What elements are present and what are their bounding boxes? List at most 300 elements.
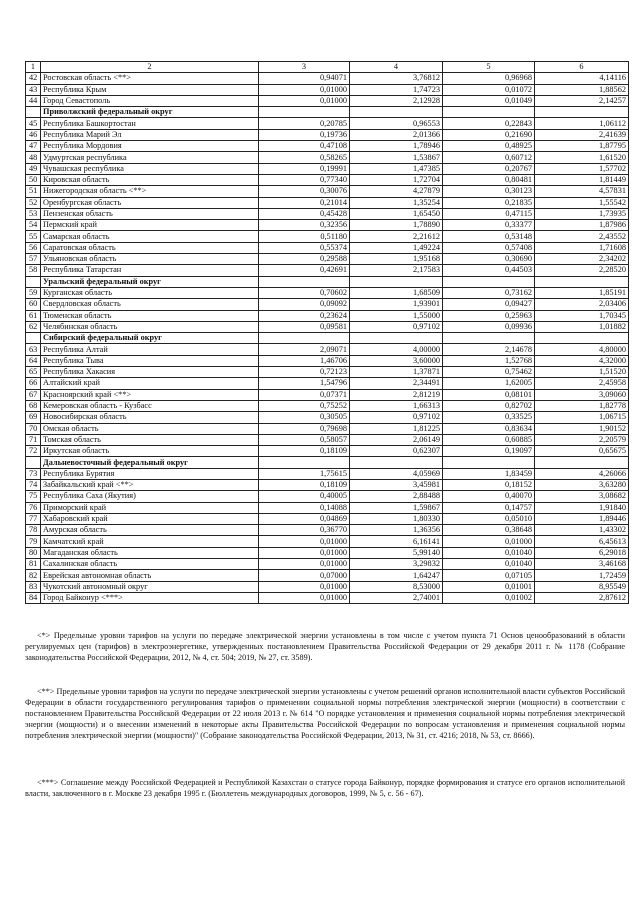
value-col5: 0,33525 bbox=[443, 412, 535, 423]
row-number: 74 bbox=[26, 479, 41, 490]
value-col6: 1,85191 bbox=[535, 287, 629, 298]
value-col6: 3,46168 bbox=[535, 559, 629, 570]
table-row bbox=[26, 287, 629, 298]
region-name: Республика Крым bbox=[41, 84, 259, 95]
value-col5: 0,73162 bbox=[443, 287, 535, 298]
value-col4: 2,17583 bbox=[350, 265, 443, 276]
value-col5: 0,48925 bbox=[443, 141, 535, 152]
value-col5: 1,83459 bbox=[443, 468, 535, 479]
section-row bbox=[26, 276, 629, 287]
region-name: Республика Тыва bbox=[41, 355, 259, 366]
footnote: <**> Предельные уровни тарифов на услуги по передаче электрической энергии установлены с учетом решений органов исполнительной власти субъектов Российской Федерации в области государственного регулирования тарифов о применении социальной нормы потребления электрической энергии (мощности) в соответствии с постановлением Правительства Российской Федерации от 22 июля 2013 г. № 614 "О порядке установления и применения социальной нормы потребления электрической энергии (мощности) и о внесении изменений в некоторые акты Правительства Российской Федерации по вопросам установления и применения социальной нормы потребления электрической энергии (мощности)" (Собрание законодательства Российской Федерации, 2013, № 31, ст. 4216; 2018, № 53, ст. 8666). bbox=[25, 687, 625, 740]
table-row bbox=[26, 321, 629, 332]
table-row bbox=[26, 344, 629, 355]
value-col4: 0,62307 bbox=[350, 446, 443, 457]
value-col5: 0,75462 bbox=[443, 367, 535, 378]
region-name: Республика Саха (Якутия) bbox=[41, 491, 259, 502]
row-number: 79 bbox=[26, 536, 41, 547]
value-col6: 2,14257 bbox=[535, 95, 629, 106]
value-col4: 2,74001 bbox=[350, 592, 443, 603]
value-col5: 0,47115 bbox=[443, 208, 535, 219]
value-col6: 2,34202 bbox=[535, 254, 629, 265]
value-col3: 0,45428 bbox=[259, 208, 350, 219]
value-col4: 2,88488 bbox=[350, 491, 443, 502]
value-col6: 1,06112 bbox=[535, 118, 629, 129]
row-number: 75 bbox=[26, 491, 41, 502]
value-col3: 1,75615 bbox=[259, 468, 350, 479]
region-name: Томская область bbox=[41, 434, 259, 445]
value-col3: 0,58057 bbox=[259, 434, 350, 445]
value-col4: 2,12928 bbox=[350, 95, 443, 106]
value-col3: 0,01000 bbox=[259, 559, 350, 570]
value-col5: 0,96968 bbox=[443, 73, 535, 84]
region-name: Новосибирская область bbox=[41, 412, 259, 423]
table-row bbox=[26, 186, 629, 197]
empty-cell bbox=[535, 107, 629, 118]
value-col6: 1,72459 bbox=[535, 570, 629, 581]
row-number: 67 bbox=[26, 389, 41, 400]
empty-cell bbox=[259, 457, 350, 468]
value-col6: 4,80000 bbox=[535, 344, 629, 355]
row-number: 49 bbox=[26, 163, 41, 174]
value-col3: 0,58265 bbox=[259, 152, 350, 163]
row-number: 77 bbox=[26, 513, 41, 524]
value-col6: 2,43552 bbox=[535, 231, 629, 242]
value-col6: 4,57831 bbox=[535, 186, 629, 197]
column-header: 5 bbox=[443, 62, 535, 73]
region-name: Сахалинская область bbox=[41, 559, 259, 570]
value-col6: 3,63280 bbox=[535, 479, 629, 490]
table-row bbox=[26, 423, 629, 434]
value-col5: 0,01001 bbox=[443, 581, 535, 592]
table-row bbox=[26, 378, 629, 389]
value-col4: 1,53867 bbox=[350, 152, 443, 163]
row-number: 46 bbox=[26, 129, 41, 140]
value-col5: 0,22843 bbox=[443, 118, 535, 129]
value-col4: 1,80330 bbox=[350, 513, 443, 524]
row-number: 81 bbox=[26, 559, 41, 570]
region-name: Нижегородская область <**> bbox=[41, 186, 259, 197]
value-col3: 1,46706 bbox=[259, 355, 350, 366]
value-col4: 3,76812 bbox=[350, 73, 443, 84]
table-row bbox=[26, 446, 629, 457]
value-col5: 0,07105 bbox=[443, 570, 535, 581]
value-col6: 1,43302 bbox=[535, 525, 629, 536]
value-col6: 2,45958 bbox=[535, 378, 629, 389]
value-col3: 0,07371 bbox=[259, 389, 350, 400]
value-col5: 0,01072 bbox=[443, 84, 535, 95]
value-col6: 3,09060 bbox=[535, 389, 629, 400]
value-col3: 0,01000 bbox=[259, 95, 350, 106]
region-name: Республика Алтай bbox=[41, 344, 259, 355]
region-name: Город Севастополь bbox=[41, 95, 259, 106]
empty-cell bbox=[259, 107, 350, 118]
table-row bbox=[26, 581, 629, 592]
value-col6: 0,65675 bbox=[535, 446, 629, 457]
table-row bbox=[26, 412, 629, 423]
table-row bbox=[26, 310, 629, 321]
value-col6: 1,01882 bbox=[535, 321, 629, 332]
region-name: Республика Татарстан bbox=[41, 265, 259, 276]
row-number: 51 bbox=[26, 186, 41, 197]
region-name: Саратовская область bbox=[41, 242, 259, 253]
value-col3: 0,72123 bbox=[259, 367, 350, 378]
value-col4: 1,72704 bbox=[350, 174, 443, 185]
region-name: Приморский край bbox=[41, 502, 259, 513]
value-col4: 1,81225 bbox=[350, 423, 443, 434]
value-col3: 0,01000 bbox=[259, 592, 350, 603]
value-col4: 1,36356 bbox=[350, 525, 443, 536]
value-col3: 0,42691 bbox=[259, 265, 350, 276]
table-row bbox=[26, 513, 629, 524]
value-col6: 2,41639 bbox=[535, 129, 629, 140]
row-number: 45 bbox=[26, 118, 41, 129]
value-col4: 0,97102 bbox=[350, 321, 443, 332]
row-number: 80 bbox=[26, 547, 41, 558]
row-number: 64 bbox=[26, 355, 41, 366]
value-col3: 0,01000 bbox=[259, 581, 350, 592]
value-col5: 0,60712 bbox=[443, 152, 535, 163]
region-name: Самарская область bbox=[41, 231, 259, 242]
table-row bbox=[26, 208, 629, 219]
value-col5: 0,25963 bbox=[443, 310, 535, 321]
value-col6: 2,20579 bbox=[535, 434, 629, 445]
row-number: 73 bbox=[26, 468, 41, 479]
value-col3: 0,01000 bbox=[259, 84, 350, 95]
value-col3: 0,94071 bbox=[259, 73, 350, 84]
table-row bbox=[26, 367, 629, 378]
value-col4: 6,16141 bbox=[350, 536, 443, 547]
table-row bbox=[26, 491, 629, 502]
value-col3: 0,07000 bbox=[259, 570, 350, 581]
column-header: 4 bbox=[350, 62, 443, 73]
value-col5: 0,18152 bbox=[443, 479, 535, 490]
value-col4: 4,00000 bbox=[350, 344, 443, 355]
value-col4: 1,78946 bbox=[350, 141, 443, 152]
value-col5: 0,53148 bbox=[443, 231, 535, 242]
row-number: 56 bbox=[26, 242, 41, 253]
value-col5: 1,52768 bbox=[443, 355, 535, 366]
region-name: Республика Башкортостан bbox=[41, 118, 259, 129]
region-name: Удмуртская республика bbox=[41, 152, 259, 163]
value-col4: 4,27879 bbox=[350, 186, 443, 197]
row-number: 59 bbox=[26, 287, 41, 298]
value-col6: 1,87795 bbox=[535, 141, 629, 152]
value-col4: 0,97102 bbox=[350, 412, 443, 423]
value-col6: 4,32000 bbox=[535, 355, 629, 366]
row-number: 62 bbox=[26, 321, 41, 332]
table-row bbox=[26, 231, 629, 242]
value-col3: 0,19991 bbox=[259, 163, 350, 174]
value-col4: 1,47385 bbox=[350, 163, 443, 174]
value-col6: 1,88562 bbox=[535, 84, 629, 95]
section-title: Приволжский федеральный округ bbox=[41, 107, 259, 118]
row-number: 63 bbox=[26, 344, 41, 355]
table-row bbox=[26, 129, 629, 140]
row-number: 53 bbox=[26, 208, 41, 219]
row-number: 60 bbox=[26, 299, 41, 310]
table-row bbox=[26, 355, 629, 366]
row-number: 57 bbox=[26, 254, 41, 265]
region-name: Чукотский автономный округ bbox=[41, 581, 259, 592]
table-row bbox=[26, 141, 629, 152]
value-col3: 0,47108 bbox=[259, 141, 350, 152]
value-col4: 2,21612 bbox=[350, 231, 443, 242]
region-name: Кемеровская область - Кузбасс bbox=[41, 400, 259, 411]
column-header: 6 bbox=[535, 62, 629, 73]
value-col5: 0,01049 bbox=[443, 95, 535, 106]
value-col4: 2,01366 bbox=[350, 129, 443, 140]
value-col6: 1,71608 bbox=[535, 242, 629, 253]
row-number: 44 bbox=[26, 95, 41, 106]
value-col3: 0,01000 bbox=[259, 547, 350, 558]
value-col3: 0,18109 bbox=[259, 446, 350, 457]
value-col3: 0,79698 bbox=[259, 423, 350, 434]
value-col5: 0,60885 bbox=[443, 434, 535, 445]
row-number: 84 bbox=[26, 592, 41, 603]
value-col4: 2,34491 bbox=[350, 378, 443, 389]
region-name: Магаданская область bbox=[41, 547, 259, 558]
value-col5: 0,09936 bbox=[443, 321, 535, 332]
footnote: <*> Предельные уровни тарифов на услуги по передаче электрической энергии установлены в том числе с учетом пункта 71 Основ ценообразований в области регулируемых цен (тарифов) в электроэнергетике, утвержденных постановлением Правительства Российской Федерации от 29 декабря 2011 г. № 1178 (Собрание законодательства Российской Федерации, 2012, № 4, ст. 504; 2019, № 27, ст. 3589). bbox=[25, 631, 625, 662]
value-col3: 0,21014 bbox=[259, 197, 350, 208]
footnotes bbox=[25, 630, 625, 663]
value-col6: 2,03406 bbox=[535, 299, 629, 310]
section-row bbox=[26, 333, 629, 344]
value-col6: 1,81449 bbox=[535, 174, 629, 185]
footnotes bbox=[25, 777, 625, 799]
value-col3: 0,29588 bbox=[259, 254, 350, 265]
row-number: 76 bbox=[26, 502, 41, 513]
value-col5: 0,40070 bbox=[443, 491, 535, 502]
table-row bbox=[26, 570, 629, 581]
value-col4: 1,74723 bbox=[350, 84, 443, 95]
value-col6: 1,90152 bbox=[535, 423, 629, 434]
value-col3: 0,77340 bbox=[259, 174, 350, 185]
value-col4: 1,66313 bbox=[350, 400, 443, 411]
row-number: 82 bbox=[26, 570, 41, 581]
value-col4: 1,55000 bbox=[350, 310, 443, 321]
row-number: 52 bbox=[26, 197, 41, 208]
region-name: Тюменская область bbox=[41, 310, 259, 321]
row-number: 48 bbox=[26, 152, 41, 163]
table-row bbox=[26, 389, 629, 400]
region-name: Город Байконур <***> bbox=[41, 592, 259, 603]
table-row bbox=[26, 220, 629, 231]
region-name: Красноярский край <**> bbox=[41, 389, 259, 400]
value-col6: 2,28520 bbox=[535, 265, 629, 276]
value-col6: 1,51520 bbox=[535, 367, 629, 378]
table-row bbox=[26, 152, 629, 163]
region-name: Омская область bbox=[41, 423, 259, 434]
empty-cell bbox=[443, 333, 535, 344]
value-col3: 0,75252 bbox=[259, 400, 350, 411]
value-col4: 1,37871 bbox=[350, 367, 443, 378]
value-col5: 0,19097 bbox=[443, 446, 535, 457]
section-row bbox=[26, 457, 629, 468]
value-col3: 0,36770 bbox=[259, 525, 350, 536]
value-col6: 6,29018 bbox=[535, 547, 629, 558]
value-col6: 1,57702 bbox=[535, 163, 629, 174]
value-col3: 0,51180 bbox=[259, 231, 350, 242]
row-number: 55 bbox=[26, 231, 41, 242]
value-col5: 0,33377 bbox=[443, 220, 535, 231]
table-row bbox=[26, 163, 629, 174]
value-col4: 8,53000 bbox=[350, 581, 443, 592]
value-col5: 0,21835 bbox=[443, 197, 535, 208]
value-col5: 0,80481 bbox=[443, 174, 535, 185]
region-name: Кировская область bbox=[41, 174, 259, 185]
empty-cell bbox=[443, 276, 535, 287]
region-name: Республика Марий Эл bbox=[41, 129, 259, 140]
table-row bbox=[26, 502, 629, 513]
value-col6: 6,45613 bbox=[535, 536, 629, 547]
value-col3: 0,40005 bbox=[259, 491, 350, 502]
row-number: 68 bbox=[26, 400, 41, 411]
value-col5: 0,44503 bbox=[443, 265, 535, 276]
value-col5: 0,01002 bbox=[443, 592, 535, 603]
value-col4: 5,99140 bbox=[350, 547, 443, 558]
value-col6: 1,82778 bbox=[535, 400, 629, 411]
value-col3: 0,30076 bbox=[259, 186, 350, 197]
value-col4: 1,65450 bbox=[350, 208, 443, 219]
value-col5: 2,14678 bbox=[443, 344, 535, 355]
value-col5: 1,62005 bbox=[443, 378, 535, 389]
row-number bbox=[26, 276, 41, 287]
row-number: 43 bbox=[26, 84, 41, 95]
row-number bbox=[26, 107, 41, 118]
table-row bbox=[26, 197, 629, 208]
table-row bbox=[26, 536, 629, 547]
value-col6: 2,87612 bbox=[535, 592, 629, 603]
value-col4: 1,35254 bbox=[350, 197, 443, 208]
table-row bbox=[26, 73, 629, 84]
header-row bbox=[26, 62, 629, 73]
table-row bbox=[26, 95, 629, 106]
value-col6: 1,89446 bbox=[535, 513, 629, 524]
table-row bbox=[26, 468, 629, 479]
value-col3: 0,04869 bbox=[259, 513, 350, 524]
row-number: 54 bbox=[26, 220, 41, 231]
value-col3: 0,09092 bbox=[259, 299, 350, 310]
empty-cell bbox=[350, 276, 443, 287]
row-number: 65 bbox=[26, 367, 41, 378]
row-number bbox=[26, 333, 41, 344]
value-col5: 0,38648 bbox=[443, 525, 535, 536]
table-row bbox=[26, 592, 629, 603]
value-col3: 0,09581 bbox=[259, 321, 350, 332]
region-name: Республика Мордовия bbox=[41, 141, 259, 152]
value-col5: 0,21690 bbox=[443, 129, 535, 140]
region-name: Хабаровский край bbox=[41, 513, 259, 524]
value-col3: 0,70602 bbox=[259, 287, 350, 298]
value-col4: 1,68509 bbox=[350, 287, 443, 298]
region-name: Амурская область bbox=[41, 525, 259, 536]
row-number: 58 bbox=[26, 265, 41, 276]
value-col3: 0,19736 bbox=[259, 129, 350, 140]
region-name: Алтайский край bbox=[41, 378, 259, 389]
region-name: Еврейская автономная область bbox=[41, 570, 259, 581]
table-row bbox=[26, 400, 629, 411]
value-col4: 0,96553 bbox=[350, 118, 443, 129]
table-row bbox=[26, 434, 629, 445]
value-col5: 0,30123 bbox=[443, 186, 535, 197]
region-name: Республика Бурятия bbox=[41, 468, 259, 479]
value-col6: 1,55542 bbox=[535, 197, 629, 208]
row-number: 42 bbox=[26, 73, 41, 84]
value-col4: 1,49224 bbox=[350, 242, 443, 253]
value-col6: 1,91840 bbox=[535, 502, 629, 513]
value-col3: 0,18109 bbox=[259, 479, 350, 490]
region-name: Ростовская область <**> bbox=[41, 73, 259, 84]
value-col4: 1,78890 bbox=[350, 220, 443, 231]
value-col5: 0,09427 bbox=[443, 299, 535, 310]
table-row bbox=[26, 84, 629, 95]
value-col3: 0,20785 bbox=[259, 118, 350, 129]
row-number: 78 bbox=[26, 525, 41, 536]
value-col5: 0,20767 bbox=[443, 163, 535, 174]
value-col5: 0,82702 bbox=[443, 400, 535, 411]
value-col5: 0,83634 bbox=[443, 423, 535, 434]
empty-cell bbox=[535, 457, 629, 468]
value-col6: 8,95549 bbox=[535, 581, 629, 592]
empty-cell bbox=[259, 333, 350, 344]
value-col6: 1,61520 bbox=[535, 152, 629, 163]
tariff-table bbox=[25, 61, 629, 604]
row-number: 69 bbox=[26, 412, 41, 423]
region-name: Иркутская область bbox=[41, 446, 259, 457]
value-col6: 1,70345 bbox=[535, 310, 629, 321]
value-col3: 0,01000 bbox=[259, 536, 350, 547]
section-row bbox=[26, 107, 629, 118]
table-row bbox=[26, 242, 629, 253]
value-col5: 0,30690 bbox=[443, 254, 535, 265]
region-name: Пензенская область bbox=[41, 208, 259, 219]
empty-cell bbox=[443, 457, 535, 468]
value-col3: 2,09071 bbox=[259, 344, 350, 355]
value-col3: 0,30505 bbox=[259, 412, 350, 423]
table-row bbox=[26, 254, 629, 265]
value-col4: 4,05969 bbox=[350, 468, 443, 479]
table-row bbox=[26, 547, 629, 558]
empty-cell bbox=[535, 333, 629, 344]
region-name: Чувашская республика bbox=[41, 163, 259, 174]
value-col3: 1,54796 bbox=[259, 378, 350, 389]
empty-cell bbox=[350, 107, 443, 118]
value-col5: 0,01000 bbox=[443, 536, 535, 547]
region-name: Пермский край bbox=[41, 220, 259, 231]
value-col6: 4,26066 bbox=[535, 468, 629, 479]
row-number: 66 bbox=[26, 378, 41, 389]
empty-cell bbox=[535, 276, 629, 287]
region-name: Камчатский край bbox=[41, 536, 259, 547]
row-number: 83 bbox=[26, 581, 41, 592]
value-col5: 0,01040 bbox=[443, 547, 535, 558]
value-col3: 0,14088 bbox=[259, 502, 350, 513]
value-col5: 0,05010 bbox=[443, 513, 535, 524]
table-row bbox=[26, 265, 629, 276]
region-name: Свердловская область bbox=[41, 299, 259, 310]
footnote: <***> Соглашение между Российской Федерацией и Республикой Казахстан о статусе города Байконур, порядке формирования и статусе его органов исполнительной власти, заключенного в г. Москве 23 декабря 1995 г. (Бюллетень международных договоров, 1999, № 5, с. 56 - 67). bbox=[25, 778, 625, 798]
table-row bbox=[26, 559, 629, 570]
region-name: Ульяновская область bbox=[41, 254, 259, 265]
value-col4: 3,29832 bbox=[350, 559, 443, 570]
section-title: Уральский федеральный округ bbox=[41, 276, 259, 287]
value-col6: 1,06715 bbox=[535, 412, 629, 423]
value-col4: 3,60000 bbox=[350, 355, 443, 366]
value-col3: 0,55374 bbox=[259, 242, 350, 253]
empty-cell bbox=[350, 457, 443, 468]
